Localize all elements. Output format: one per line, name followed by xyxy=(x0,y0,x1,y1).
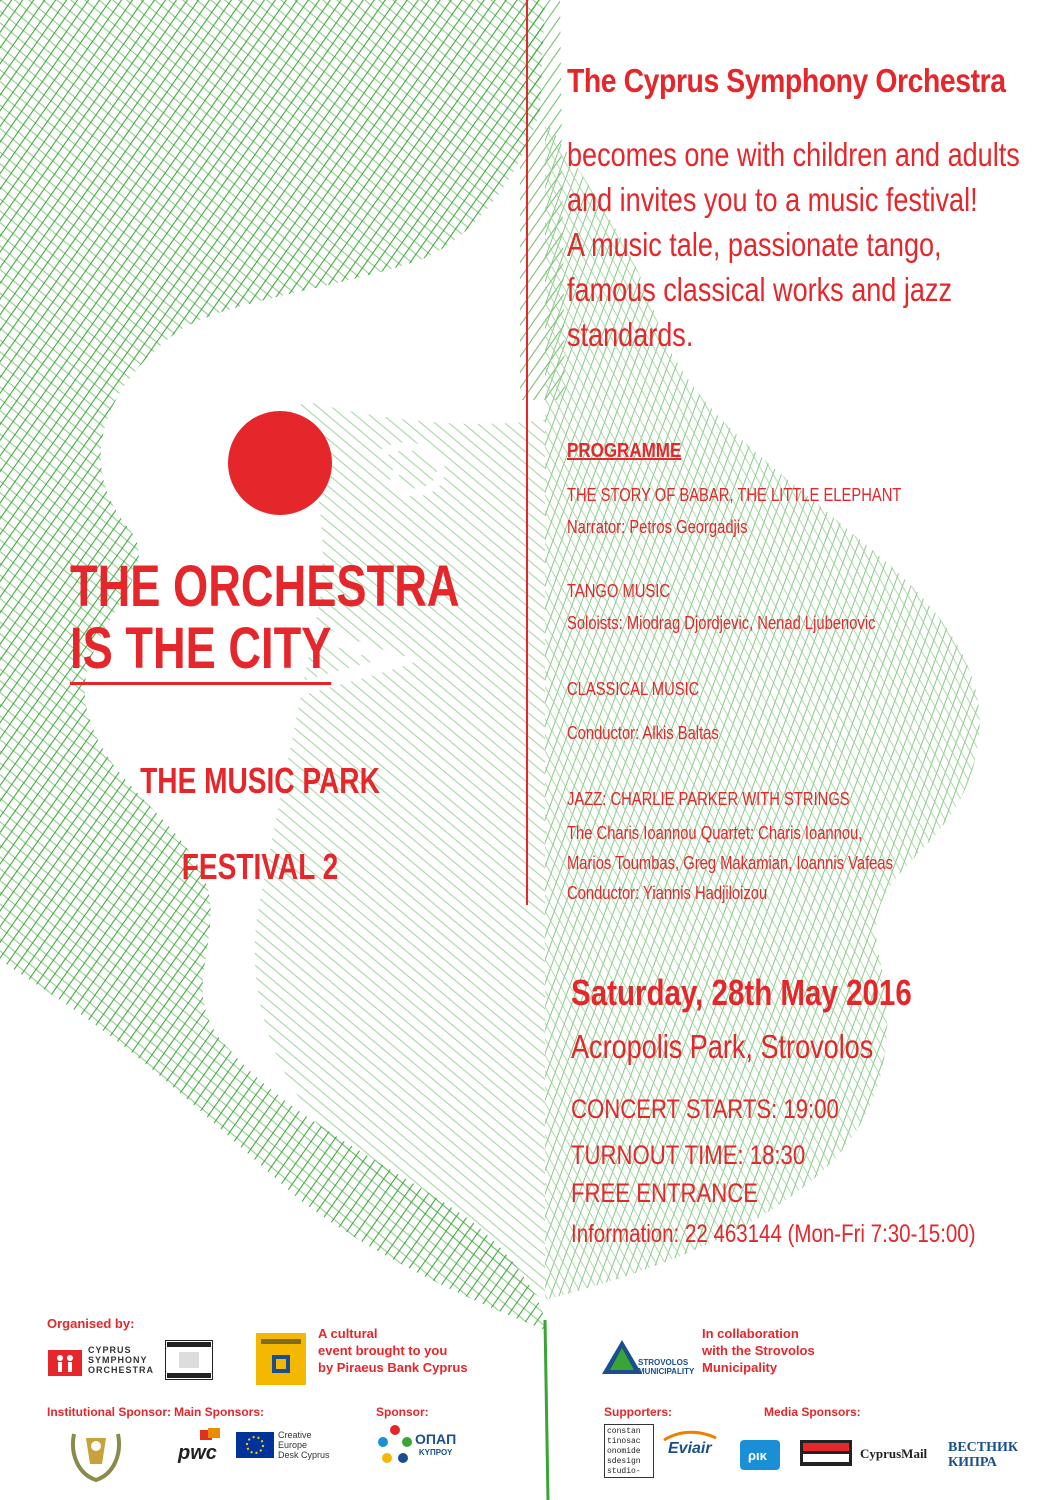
pwc-block-icon xyxy=(208,1428,220,1438)
film-strip-logo xyxy=(165,1340,213,1380)
information-line: Information: 22 463144 (Mon-Fri 7:30-15:00) xyxy=(571,1220,976,1248)
intro-line: famous classical works and jazz xyxy=(567,271,953,308)
cultural-line: event brought to you xyxy=(318,1343,448,1358)
main-title-line2: IS THE CITY xyxy=(70,618,331,685)
main-sponsors-label: Main Sponsors: xyxy=(174,1405,265,1419)
event-date: Saturday, 28th May 2016 xyxy=(571,972,912,1013)
design-studio-logo: constan tinosac onomide sdesign studio- xyxy=(604,1424,654,1478)
collab-line: In collaboration xyxy=(702,1326,799,1341)
programme-item-detail: Soloists: Miodrag Djordjevic, Nenad Ljubenovic xyxy=(567,613,876,633)
strovolos-triangle-icon xyxy=(602,1340,642,1376)
media-sponsors-label: Media Sponsors: xyxy=(764,1405,861,1419)
supporters-label: Supporters: xyxy=(604,1405,673,1419)
strovolos-logo xyxy=(598,1340,694,1384)
cso-logo-line: ORCHESTRA xyxy=(88,1365,155,1375)
opap-figure-icon xyxy=(375,1424,415,1468)
cso-logo-line: CYPRUS xyxy=(88,1345,132,1355)
creative-europe-line: Desk Cyprus xyxy=(278,1450,330,1460)
programme-item-detail: Conductor: Yiannis Hadjiloizou xyxy=(567,883,768,903)
cso-logo xyxy=(48,1342,158,1382)
pwc-text: pwc xyxy=(178,1442,217,1464)
event-place: Acropolis Park, Strovolos xyxy=(571,1028,874,1065)
creative-europe-logo xyxy=(236,1432,336,1462)
eviair-logo xyxy=(660,1430,720,1470)
intro-line: standards. xyxy=(567,316,694,353)
organised-by-label: Organised by: xyxy=(47,1316,135,1331)
cso-icon xyxy=(48,1344,86,1382)
programme-item-title: TANGO MUSIC xyxy=(567,581,671,601)
opap-logo xyxy=(375,1424,475,1474)
piraeus-bank-logo xyxy=(256,1333,306,1385)
orchestra-name: The Cyprus Symphony Orchestra xyxy=(567,62,1006,99)
programme-item-title: CLASSICAL MUSIC xyxy=(567,679,700,699)
intro-line: A music tale, passionate tango, xyxy=(567,226,942,263)
main-title-line1: THE ORCHESTRA xyxy=(70,554,460,619)
red-sun xyxy=(228,411,332,515)
opap-text: ΟΠΑΠ xyxy=(415,1431,457,1447)
creative-europe-line: Europe xyxy=(278,1440,308,1450)
subtitle-festival: FESTIVAL 2 xyxy=(181,846,339,887)
intro-text xyxy=(567,132,1026,357)
collaboration-text xyxy=(702,1325,815,1376)
radio-logo xyxy=(800,1440,852,1466)
programme-heading: PROGRAMME xyxy=(567,440,682,462)
programme-item-title: THE STORY OF BABAR, THE LITTLE ELEPHANT xyxy=(567,485,902,505)
cultural-line: A cultural xyxy=(318,1326,378,1341)
concert-start: CONCERT STARTS: 19:00 xyxy=(571,1094,839,1124)
free-entrance: FREE ENTRANCE xyxy=(571,1178,758,1208)
cultural-line: by Piraeus Bank Cyprus xyxy=(318,1360,468,1375)
programme-item-detail: Marios Toumbas, Greg Makamian, Ioannis Vafeas xyxy=(567,853,893,873)
main-title xyxy=(70,554,460,685)
programme-item-detail: Narrator: Petros Georgadjis xyxy=(567,517,748,537)
eu-flag-icon xyxy=(236,1432,274,1458)
svg-text:ρικ: ρικ xyxy=(748,1448,767,1463)
pwc-logo xyxy=(178,1428,232,1468)
intro-line: and invites you to a music festival! xyxy=(567,181,978,218)
collab-line: Municipality xyxy=(702,1360,778,1375)
collab-line: with the Strovolos xyxy=(702,1343,815,1358)
institutional-sponsor-label: Institutional Sponsor: xyxy=(47,1405,171,1419)
cyprus-emblem-logo xyxy=(68,1424,124,1482)
programme-item-title: JAZZ: CHARLIE PARKER WITH STRINGS xyxy=(567,789,850,809)
opap-subtext: ΚΥΠΡΟΥ xyxy=(418,1448,453,1457)
cso-logo-line: SYMPHONY xyxy=(88,1355,148,1365)
programme-item-detail: The Charis Ioannou Quartet: Charis Ioannou, xyxy=(567,823,863,843)
subtitle-music-park: THE MUSIC PARK xyxy=(140,760,380,801)
turnout-time: TURNOUT TIME: 18:30 xyxy=(571,1140,806,1170)
eviair-text: Eviair xyxy=(668,1440,712,1457)
creative-europe-line: Creative xyxy=(278,1430,312,1440)
intro-line: becomes one with children and adults xyxy=(567,136,1020,173)
strovolos-logo-line: STROVOLOS xyxy=(638,1358,689,1367)
rik-logo xyxy=(740,1440,780,1470)
cyprus-mail-logo: CyprusMail xyxy=(860,1446,928,1461)
cultural-event-text xyxy=(318,1325,468,1376)
vestnik-logo: ВЕСТНИК КИПРА xyxy=(948,1440,1019,1470)
sponsor-label: Sponsor: xyxy=(376,1405,429,1419)
strovolos-logo-line: MUNICIPALITY xyxy=(638,1367,695,1376)
programme-item-detail: Conductor: Alkis Baltas xyxy=(567,723,719,743)
endpin xyxy=(545,1320,548,1500)
